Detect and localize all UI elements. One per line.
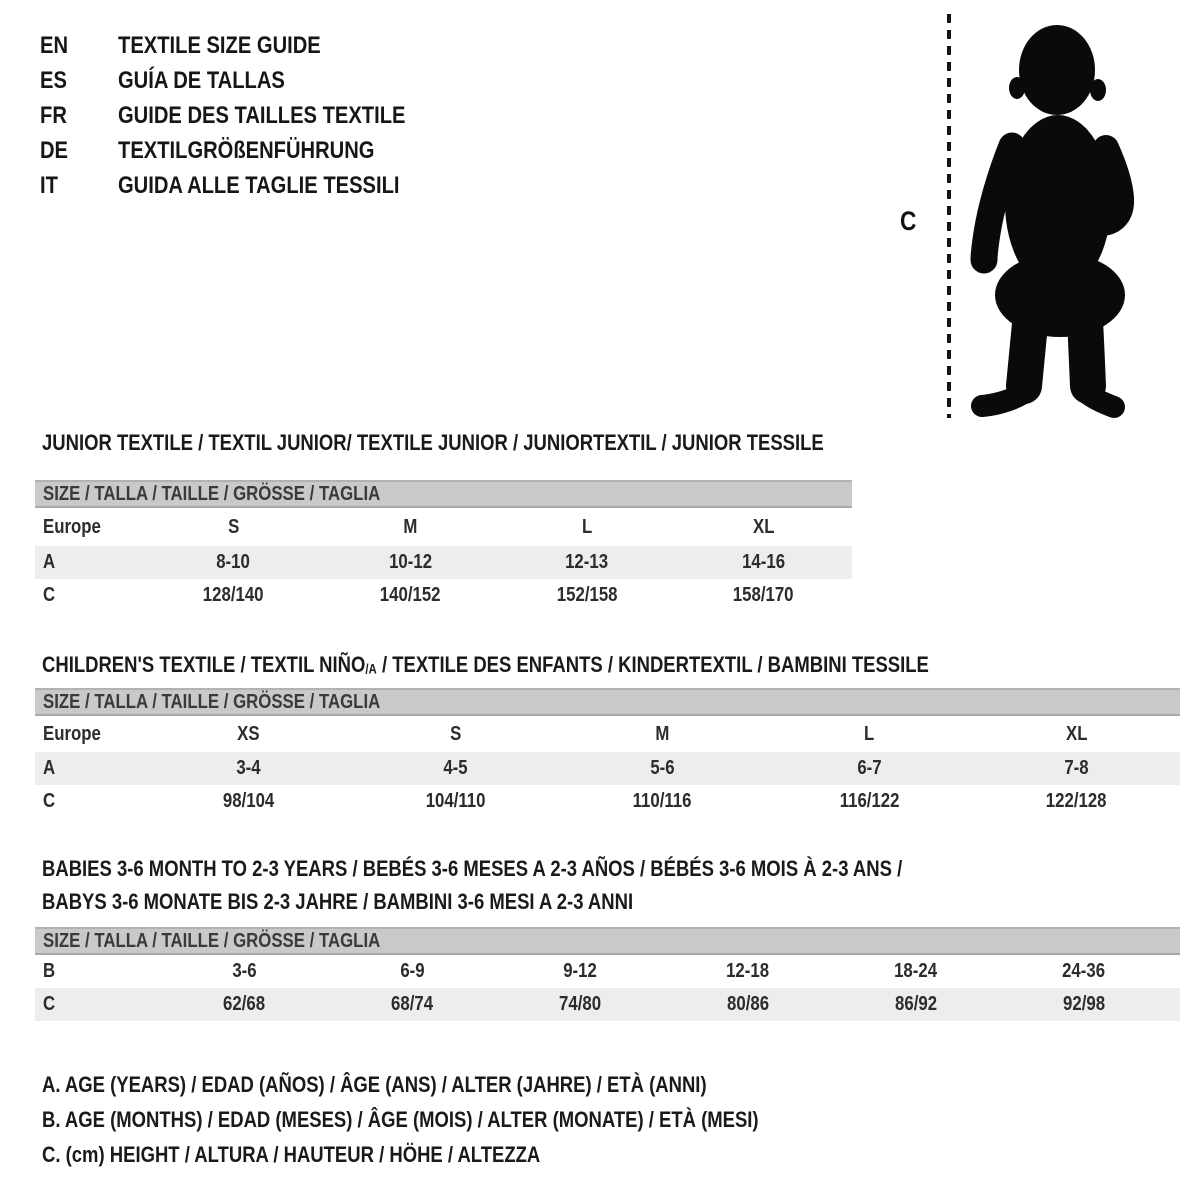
- age-cell: 12-13: [565, 551, 609, 573]
- height-cell: 158/170: [733, 584, 794, 606]
- junior-row-height: [35, 579, 852, 612]
- height-dashed-line: [947, 14, 951, 418]
- guide-title-it: GUIDA ALLE TAGLIE TESSILI: [118, 171, 400, 199]
- size-cell: L: [864, 722, 875, 745]
- age-cell: 14-16: [742, 551, 786, 573]
- height-cell: 80/86: [726, 993, 770, 1015]
- size-cell: XL: [752, 515, 775, 538]
- language-row-en: [40, 28, 460, 63]
- size-cell: L: [581, 515, 593, 538]
- language-row-es: [40, 63, 460, 98]
- row-label: A: [43, 551, 56, 573]
- size-cell: M: [403, 515, 418, 538]
- babies-row-height: [35, 988, 1180, 1021]
- age-cell: 6-7: [857, 757, 882, 779]
- height-cell: 140/152: [379, 584, 441, 606]
- age-cell: 5-6: [650, 757, 675, 779]
- height-cell: 68/74: [390, 993, 434, 1015]
- age-cell: 7-8: [1064, 757, 1089, 779]
- children-row-age: [35, 752, 1180, 785]
- babies-section-title-line2: BABYS 3-6 MONATE BIS 2-3 JAHRE / BAMBINI 3-6 MESI A 2-3 ANNI: [42, 889, 634, 914]
- height-cell: 152/158: [556, 584, 618, 606]
- age-cell: 3-4: [236, 757, 261, 779]
- babies-size-header-band: SIZE / TALLA / TAILLE / GRÖSSE / TAGLIA: [35, 927, 1180, 955]
- row-label: C: [43, 790, 56, 812]
- guide-title-de: TEXTILGRÖßENFÜHRUNG: [118, 136, 375, 164]
- guide-title-fr: GUIDE DES TAILLES TEXTILE: [118, 101, 406, 129]
- language-row-de: [40, 133, 460, 168]
- row-label: Europe: [43, 515, 101, 538]
- age-cell: 9-12: [563, 960, 597, 982]
- junior-row-europe: [35, 508, 852, 546]
- size-cell: S: [449, 722, 462, 745]
- language-row-it: [40, 168, 460, 203]
- language-code: EN: [40, 31, 69, 59]
- age-cell: 6-9: [399, 960, 425, 982]
- language-title-list: [40, 28, 460, 203]
- height-cell: 98/104: [222, 790, 275, 812]
- age-cell: 12-18: [726, 960, 770, 982]
- size-cell: S: [227, 515, 239, 538]
- toddler-silhouette-icon: [958, 18, 1142, 422]
- height-cell: 122/128: [1046, 790, 1107, 812]
- junior-section-title: JUNIOR TEXTILE / TEXTIL JUNIOR/ TEXTILE JUNIOR / JUNIORTEXTIL / JUNIOR TESSILE: [42, 430, 824, 455]
- language-code: ES: [40, 66, 67, 94]
- height-cell: 86/92: [894, 993, 938, 1015]
- age-cell: 3-6: [231, 960, 257, 982]
- height-cell: 116/122: [839, 790, 900, 812]
- junior-row-age: [35, 546, 852, 579]
- nino-a-subscript: /A: [365, 661, 377, 677]
- age-cell: 10-12: [388, 551, 432, 573]
- size-cell: XL: [1065, 722, 1088, 745]
- age-cell: 24-36: [1062, 960, 1106, 982]
- row-label: C: [43, 993, 56, 1015]
- size-cell: M: [655, 722, 670, 745]
- height-cell: 128/140: [203, 584, 264, 606]
- language-code: DE: [40, 136, 69, 164]
- age-cell: 18-24: [894, 960, 938, 982]
- children-size-header-band: SIZE / TALLA / TAILLE / GRÖSSE / TAGLIA: [35, 688, 1180, 716]
- height-cell: 74/80: [558, 993, 602, 1015]
- height-cell: 92/98: [1062, 993, 1106, 1015]
- babies-section-title-line1: BABIES 3-6 MONTH TO 2-3 YEARS / BEBÉS 3-6 MESES A 2-3 AÑOS / BÉBÉS 3-6 MOIS À 2-3 ANS /: [42, 856, 903, 881]
- children-row-height: [35, 785, 1180, 818]
- age-cell: 4-5: [443, 757, 468, 779]
- height-measure-label: C: [900, 206, 917, 236]
- height-cell: 62/68: [222, 993, 266, 1015]
- height-cell: 104/110: [425, 790, 486, 812]
- size-cell: XS: [237, 722, 260, 745]
- junior-size-header-band: SIZE / TALLA / TAILLE / GRÖSSE / TAGLIA: [35, 480, 852, 508]
- language-code: IT: [40, 171, 58, 199]
- legend-age-months: B. AGE (MONTHS) / EDAD (MESES) / ÂGE (MOIS) / ALTER (MONATE) / ETÀ (MESI): [42, 1107, 759, 1132]
- row-label: B: [43, 960, 56, 982]
- row-label: A: [43, 757, 56, 779]
- height-cell: 110/116: [633, 790, 692, 812]
- language-row-fr: [40, 98, 460, 133]
- row-label: C: [43, 584, 56, 606]
- guide-title-es: GUÍA DE TALLAS: [118, 66, 285, 94]
- row-label: Europe: [43, 722, 101, 745]
- children-row-europe: [35, 716, 1180, 752]
- age-cell: 8-10: [216, 551, 251, 573]
- legend-height-cm: C. (cm) HEIGHT / ALTURA / HAUTEUR / HÖHE / ALTEZZA: [42, 1142, 541, 1167]
- children-section-title: CHILDREN'S TEXTILE / TEXTIL NIÑO/A / TEXTILE DES ENFANTS / KINDERTEXTIL / BAMBINI TESSILE: [42, 652, 929, 677]
- guide-title-en: TEXTILE SIZE GUIDE: [118, 31, 321, 59]
- legend-age-years: A. AGE (YEARS) / EDAD (AÑOS) / ÂGE (ANS) / ALTER (JAHRE) / ETÀ (ANNI): [42, 1072, 707, 1097]
- babies-row-months: [35, 955, 1180, 988]
- language-code: FR: [40, 101, 67, 129]
